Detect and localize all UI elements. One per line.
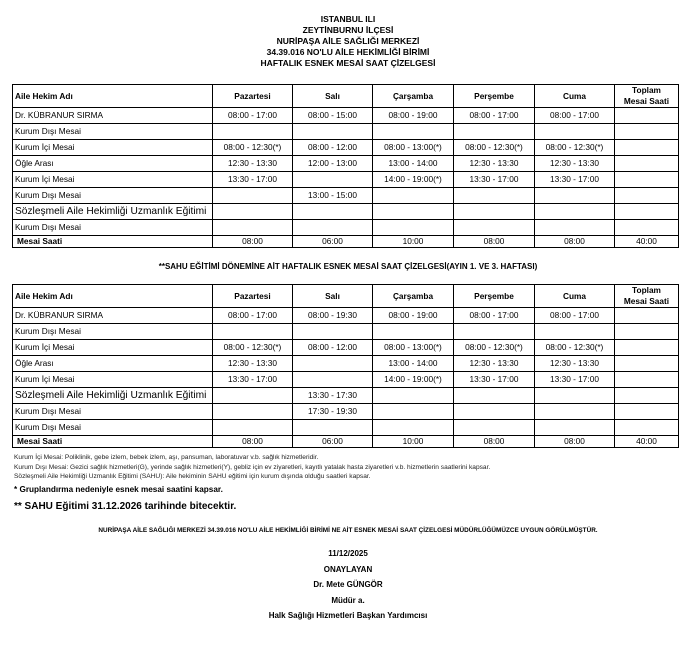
time-cell	[213, 420, 293, 436]
total-cell: 08:00	[454, 436, 535, 448]
total-row	[13, 236, 679, 248]
note-kurum-disi: Kurum Dışı Mesai: Gezici sağlık hizmetleri(G), yerinde sağlık hizmetleri(Y), gebliz için ev ziyaretleri, kayıtlı yatalak hasta ziyaretleri v.b. hizmetlerin saatlerini kapsar.	[14, 463, 491, 471]
time-cell: 08:00 - 19:30	[293, 308, 373, 324]
time-cell: 13:30 - 17:00	[454, 372, 535, 388]
time-cell	[293, 124, 373, 140]
time-cell	[373, 204, 454, 220]
time-cell: 08:00 - 19:00	[373, 108, 454, 124]
time-cell	[213, 204, 293, 220]
column-header-total	[615, 285, 679, 308]
time-cell	[535, 124, 615, 140]
column-header: Çarşamba	[373, 85, 454, 108]
table-header-row	[13, 85, 679, 108]
row-label: Dr. KÜBRANUR SIRMA	[13, 108, 213, 124]
time-cell	[454, 388, 535, 404]
column-header-total-line: Mesai Saati	[623, 296, 670, 306]
time-cell	[535, 324, 615, 340]
time-cell: 12:30 - 13:30	[213, 156, 293, 172]
time-cell: 13:30 - 17:30	[293, 388, 373, 404]
time-cell: 08:00 - 17:00	[213, 108, 293, 124]
time-cell: 08:00 - 12:30(*)	[213, 340, 293, 356]
row-label: Dr. KÜBRANUR SIRMA	[13, 308, 213, 324]
column-header-total-line: Toplam	[632, 85, 661, 95]
time-cell	[615, 356, 679, 372]
time-cell	[615, 388, 679, 404]
time-cell	[615, 324, 679, 340]
time-cell	[615, 156, 679, 172]
time-cell	[213, 124, 293, 140]
time-cell	[615, 340, 679, 356]
time-cell: 13:00 - 15:00	[293, 188, 373, 204]
table-row	[13, 140, 679, 156]
column-header: Cuma	[535, 85, 615, 108]
time-cell	[615, 140, 679, 156]
total-cell: 06:00	[293, 436, 373, 448]
time-cell	[535, 404, 615, 420]
row-label: Öğle Arası	[13, 156, 213, 172]
total-label: Mesai Saati	[13, 236, 213, 248]
time-cell: 08:00 - 12:30(*)	[454, 140, 535, 156]
weekly-schedule-table	[12, 84, 679, 248]
time-cell: 13:30 - 17:00	[535, 372, 615, 388]
note-sahu: Sözleşmeli Aile Hekimliği Uzmanlık Eğitimi (SAHU): Aile hekiminin SAHU eğitimi için kurum dışında olduğu saatleri kapsar.	[14, 473, 371, 480]
time-cell: 08:00 - 17:00	[454, 108, 535, 124]
footnote-double-star: ** SAHU Eğitimi 31.12.2026 tarihinde bitecektir.	[14, 501, 237, 512]
time-cell: 08:00 - 13:00(*)	[373, 340, 454, 356]
table-row	[13, 308, 679, 324]
table-body	[13, 85, 679, 248]
total-cell: 08:00	[535, 236, 615, 248]
column-header: Aile Hekim Adı	[13, 85, 213, 108]
row-label: Kurum İçi Mesai	[13, 172, 213, 188]
time-cell	[454, 124, 535, 140]
time-cell	[213, 188, 293, 204]
time-cell	[293, 356, 373, 372]
time-cell: 08:00 - 17:00	[213, 308, 293, 324]
time-cell	[373, 124, 454, 140]
time-cell	[293, 172, 373, 188]
time-cell	[615, 124, 679, 140]
time-cell: 14:00 - 19:00(*)	[373, 372, 454, 388]
time-cell: 13:30 - 17:00	[454, 172, 535, 188]
time-cell	[615, 220, 679, 236]
table-row	[13, 204, 679, 220]
total-cell: 40:00	[615, 436, 679, 448]
note-kurum-ici: Kurum İçi Mesai: Poliklinik, gebe izlem, bebek izlem, aşı, pansuman, laboratuvar v.b. sağlık hizmetleridir.	[14, 454, 319, 461]
time-cell	[615, 404, 679, 420]
time-cell: 08:00 - 12:00	[293, 340, 373, 356]
total-cell: 10:00	[373, 436, 454, 448]
approver-role: ONAYLAYAN	[323, 564, 373, 574]
row-label: Öğle Arası	[13, 356, 213, 372]
time-cell: 08:00 - 17:00	[454, 308, 535, 324]
time-cell	[293, 372, 373, 388]
approver-title: Müdür a.	[331, 595, 365, 605]
row-label: Kurum Dışı Mesai	[13, 124, 213, 140]
time-cell: 12:30 - 13:30	[213, 356, 293, 372]
time-cell: 17:30 - 19:30	[293, 404, 373, 420]
time-cell: 08:00 - 17:00	[535, 308, 615, 324]
column-header-total-line: Toplam	[632, 285, 661, 295]
time-cell	[373, 420, 454, 436]
time-cell	[535, 420, 615, 436]
table-row	[13, 404, 679, 420]
time-cell	[213, 324, 293, 340]
column-header: Pazartesi	[213, 285, 293, 308]
time-cell	[213, 220, 293, 236]
column-header: Pazartesi	[213, 85, 293, 108]
time-cell	[373, 220, 454, 236]
time-cell: 13:00 - 14:00	[373, 356, 454, 372]
time-cell: 08:00 - 12:30(*)	[535, 340, 615, 356]
document-header	[0, 14, 696, 69]
time-cell: 12:30 - 13:30	[454, 356, 535, 372]
time-cell: 08:00 - 17:00	[535, 108, 615, 124]
row-label: Kurum İçi Mesai	[13, 140, 213, 156]
time-cell	[213, 404, 293, 420]
time-cell	[535, 204, 615, 220]
time-cell	[293, 204, 373, 220]
column-header-total-line: Mesai Saati	[623, 96, 670, 106]
time-cell: 13:30 - 17:00	[535, 172, 615, 188]
table-row	[13, 108, 679, 124]
time-cell: 08:00 - 15:00	[293, 108, 373, 124]
time-cell	[373, 324, 454, 340]
table-row	[13, 188, 679, 204]
column-header: Perşembe	[454, 285, 535, 308]
row-label: Kurum Dışı Mesai	[13, 420, 213, 436]
table-header-row	[13, 285, 679, 308]
time-cell	[293, 324, 373, 340]
header-line: 34.39.016 NO'LU AİLE HEKİMLİĞİ BİRİMİ	[266, 47, 430, 57]
table-row	[13, 172, 679, 188]
time-cell: 12:30 - 13:30	[535, 356, 615, 372]
approval-statement: NURİPAŞA AİLE SAĞLIĞI MERKEZİ 34.39.016 NO'LU AİLE HEKİMLİĞİ BİRİMİ NE AİT ESNEK MESAİ SAAT ÇİZELGESİ MÜDÜRLÜĞÜMÜZCE UYGUN GÖRÜLMÜŞTÜR.	[98, 527, 598, 534]
approval-date: 11/12/2025	[328, 549, 368, 558]
total-row	[13, 436, 679, 448]
footnote-star: * Gruplandırma nedeniyle esnek mesai saatini kapsar.	[14, 485, 223, 494]
time-cell	[615, 372, 679, 388]
row-label: Kurum Dışı Mesai	[13, 404, 213, 420]
time-cell	[454, 324, 535, 340]
column-header: Perşembe	[454, 85, 535, 108]
column-header: Cuma	[535, 285, 615, 308]
approver-name: Dr. Mete GÜNGÖR	[313, 580, 383, 589]
time-cell: 12:30 - 13:30	[454, 156, 535, 172]
time-cell: 13:30 - 17:00	[213, 172, 293, 188]
column-header: Aile Hekim Adı	[13, 285, 213, 308]
time-cell	[454, 420, 535, 436]
time-cell	[535, 220, 615, 236]
sahu-schedule-title: **SAHU EĞİTİMİ DÖNEMİNE AİT HAFTALIK ESNEK MESAİ SAAT ÇİZELGESİ(AYIN 1. VE 3. HAFTASI)	[158, 262, 538, 271]
time-cell	[535, 188, 615, 204]
notes	[14, 453, 490, 482]
table-row	[13, 372, 679, 388]
row-label: Kurum Dışı Mesai	[13, 188, 213, 204]
time-cell: 14:00 - 19:00(*)	[373, 172, 454, 188]
total-label: Mesai Saati	[13, 436, 213, 448]
total-cell: 40:00	[615, 236, 679, 248]
time-cell	[293, 420, 373, 436]
sahu-schedule-table	[12, 284, 679, 448]
time-cell	[213, 388, 293, 404]
time-cell	[615, 308, 679, 324]
table-row	[13, 220, 679, 236]
total-cell: 08:00	[213, 236, 293, 248]
time-cell	[615, 172, 679, 188]
time-cell	[535, 388, 615, 404]
column-header-total	[615, 85, 679, 108]
table-row	[13, 356, 679, 372]
time-cell	[454, 204, 535, 220]
column-header: Çarşamba	[373, 285, 454, 308]
header-line: NURİPAŞA AİLE SAĞLIĞI MERKEZİ	[276, 36, 420, 46]
signature-block	[0, 549, 696, 627]
column-header: Salı	[293, 85, 373, 108]
table-row	[13, 324, 679, 340]
time-cell	[615, 204, 679, 220]
time-cell: 08:00 - 12:30(*)	[454, 340, 535, 356]
header-line: HAFTALIK ESNEK MESAİ SAAT ÇİZELGESİ	[260, 58, 436, 68]
row-label: Kurum İçi Mesai	[13, 372, 213, 388]
total-cell: 08:00	[213, 436, 293, 448]
time-cell	[293, 220, 373, 236]
row-label: Kurum İçi Mesai	[13, 340, 213, 356]
total-cell: 08:00	[535, 436, 615, 448]
time-cell: 08:00 - 13:00(*)	[373, 140, 454, 156]
time-cell	[615, 188, 679, 204]
total-cell: 10:00	[373, 236, 454, 248]
time-cell: 13:00 - 14:00	[373, 156, 454, 172]
row-label: Kurum Dışı Mesai	[13, 324, 213, 340]
header-line: ISTANBUL ILI	[320, 14, 376, 24]
time-cell	[454, 220, 535, 236]
time-cell: 13:30 - 17:00	[213, 372, 293, 388]
time-cell	[454, 404, 535, 420]
time-cell	[373, 404, 454, 420]
time-cell	[615, 420, 679, 436]
time-cell	[373, 388, 454, 404]
row-label: Kurum Dışı Mesai	[13, 220, 213, 236]
time-cell: 12:00 - 13:00	[293, 156, 373, 172]
time-cell	[615, 108, 679, 124]
total-cell: 08:00	[454, 236, 535, 248]
row-label: Sözleşmeli Aile Hekimliği Uzmanlık Eğitimi	[13, 204, 213, 220]
table-row	[13, 124, 679, 140]
table-row	[13, 156, 679, 172]
time-cell: 08:00 - 12:30(*)	[535, 140, 615, 156]
table-row	[13, 420, 679, 436]
time-cell: 08:00 - 12:00	[293, 140, 373, 156]
total-cell: 06:00	[293, 236, 373, 248]
column-header: Salı	[293, 285, 373, 308]
time-cell	[454, 188, 535, 204]
time-cell: 08:00 - 12:30(*)	[213, 140, 293, 156]
time-cell	[373, 188, 454, 204]
time-cell: 12:30 - 13:30	[535, 156, 615, 172]
time-cell: 08:00 - 19:00	[373, 308, 454, 324]
table-row	[13, 388, 679, 404]
row-label: Sözleşmeli Aile Hekimliği Uzmanlık Eğitimi	[13, 388, 213, 404]
table-row	[13, 340, 679, 356]
approver-position: Halk Sağlığı Hizmetleri Başkan Yardımcısı	[268, 611, 428, 620]
table-body	[13, 285, 679, 448]
header-line: ZEYTİNBURNU İLÇESİ	[302, 25, 394, 35]
